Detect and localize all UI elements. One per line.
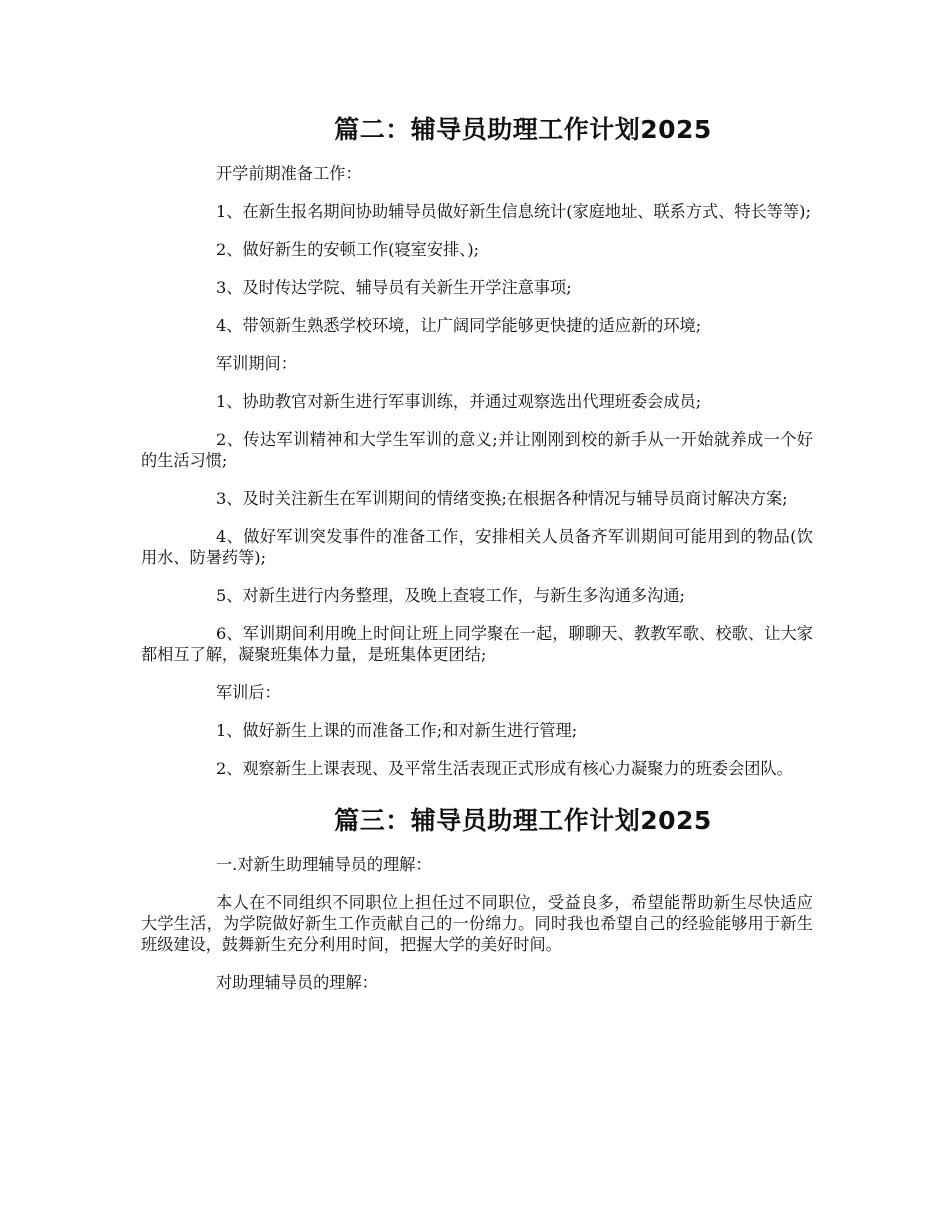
section2-paragraph: 2、传达军训精神和大学生军训的意义;并让刚刚到校的新手从一开始就养成一个好的生活习惯; (141, 430, 813, 470)
section2-paragraph: 2、观察新生上课表现、及平常生活表现正式形成有核心力凝聚力的班委会团队。 (216, 759, 793, 778)
section2-paragraph: 2、做好新生的安顿工作(寝室安排、); (216, 240, 480, 259)
document-content (141, 112, 813, 1010)
section2-paragraph: 军训后： (216, 683, 281, 702)
section2-paragraph: 军训期间： (216, 354, 297, 373)
section2-title: 篇二：辅导员助理工作计划2025 (334, 115, 712, 144)
section3-paragraph: 对助理辅导员的理解： (216, 973, 378, 992)
section2-paragraph: 1、协助教官对新生进行军事训练，并通过观察选出代理班委会成员; (216, 392, 702, 411)
section2-paragraph: 4、做好军训突发事件的准备工作，安排相关人员备齐军训期间可能用到的物品(饮用水、防暑药等); (141, 527, 813, 567)
section2-paragraph: 3、及时传达学院、辅导员有关新生开学注意事项; (216, 278, 572, 297)
section2-paragraph: 4、带领新生熟悉学校环境，让广阔同学能够更快捷的适应新的环境; (216, 316, 702, 335)
section3-paragraph: 一.对新生助理辅导员的理解： (216, 855, 432, 874)
section2-paragraph: 开学前期准备工作： (216, 164, 362, 183)
section2-paragraph: 1、在新生报名期间协助辅导员做好新生信息统计(家庭地址、联系方式、特长等等); (216, 202, 811, 221)
section3-title: 篇三：辅导员助理工作计划2025 (334, 806, 712, 835)
section2-paragraph: 1、做好新生上课的而准备工作;和对新生进行管理; (216, 721, 578, 740)
section3-paragraph: 本人在不同组织不同职位上担任过不同职位，受益良多，希望能帮助新生尽快适应大学生活，为学院做好新生工作贡献自己的一份绵力。同时我也希望自己的经验能够用于新生班级建设，鼓舞新生充分利用时间，把握大学的美好时间。 (141, 893, 813, 954)
section2-paragraph: 6、军训期间利用晚上时间让班上同学聚在一起，聊聊天、教教军歌、校歌、让大家都相互了解，凝聚班集体力量，是班集体更团结; (141, 624, 813, 664)
section2-paragraph: 5、对新生进行内务整理，及晚上查寝工作，与新生多沟通多沟通; (216, 586, 686, 605)
section2-paragraph: 3、及时关注新生在军训期间的情绪变换;在根据各种情况与辅导员商讨解决方案; (216, 489, 788, 508)
